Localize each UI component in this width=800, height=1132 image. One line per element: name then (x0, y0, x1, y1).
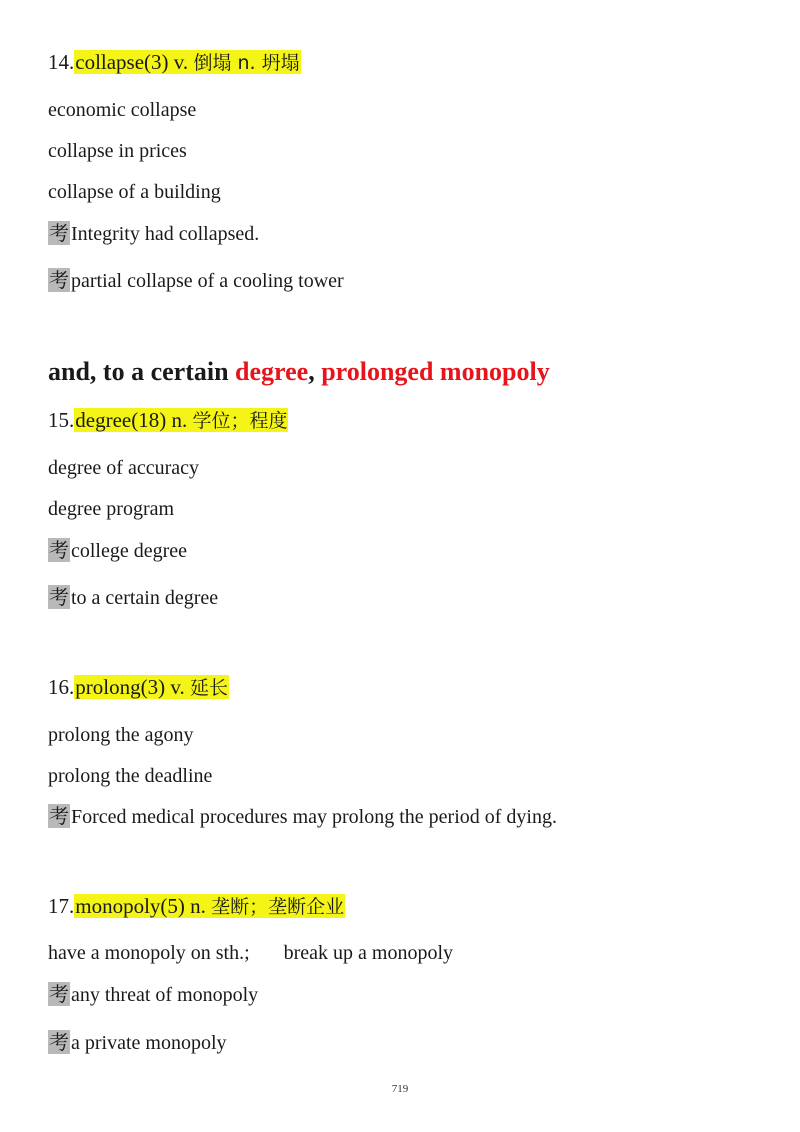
exam-text: Forced medical procedures may prolong the period of dying. (71, 806, 557, 828)
exam-example (48, 268, 344, 294)
exam-example (48, 221, 259, 247)
exam-text: a private monopoly (71, 1032, 227, 1054)
phrase: degree program (48, 498, 175, 520)
phrase: break up a monopoly (283, 942, 454, 964)
exam-text: Integrity had collapsed. (71, 223, 260, 245)
exam-text: any threat of monopoly (71, 984, 259, 1006)
exam-text: partial collapse of a cooling tower (71, 270, 344, 292)
phrase-row (48, 940, 453, 966)
entry-number: 14. (48, 50, 75, 74)
exam-text: college degree (71, 540, 188, 562)
phrase: economic collapse (48, 99, 197, 121)
page-number: 719 (391, 1083, 409, 1095)
sentence-comma: , (308, 357, 322, 386)
exam-example (48, 804, 557, 830)
phrase: degree of accuracy (48, 457, 199, 479)
phrase: collapse in prices (48, 140, 187, 162)
highlighted-headword (74, 675, 229, 699)
exam-mark-badge: 考 (49, 221, 69, 245)
exam-text: to a certain degree (71, 587, 219, 609)
headword-text: prolong(3) v. (75, 675, 190, 699)
entry-15-heading (48, 407, 288, 434)
phrase: collapse of a building (48, 181, 221, 203)
exam-mark-badge: 考 (49, 982, 69, 1006)
chinese-gloss: 学位；程度 (192, 410, 288, 432)
entry-number: 17. (48, 894, 75, 918)
headword-text: degree(18) n. (75, 408, 193, 432)
context-sentence (48, 357, 550, 387)
keyword-degree: degree (235, 357, 309, 386)
exam-example (48, 538, 187, 564)
entry-16-heading (48, 674, 229, 701)
entry-14-heading (48, 49, 301, 76)
exam-mark-badge: 考 (49, 585, 69, 609)
exam-mark-badge: 考 (49, 804, 69, 828)
chinese-gloss: 倒塌 n. 坍塌 (193, 52, 300, 74)
headword-text: collapse(3) v. (75, 50, 194, 74)
chinese-gloss: 垄断；垄断企业 (211, 896, 345, 918)
keyword-prolonged-monopoly: prolonged monopoly (321, 357, 550, 386)
phrase: prolong the deadline (48, 765, 213, 787)
exam-mark-badge: 考 (49, 538, 69, 562)
highlighted-headword (74, 408, 288, 432)
exam-example (48, 585, 218, 611)
phrase: prolong the agony (48, 724, 194, 746)
headword-text: monopoly(5) n. (75, 894, 212, 918)
sentence-text: and, to a certain (48, 357, 236, 386)
chinese-gloss: 延长 (189, 677, 228, 699)
entry-17-heading (48, 893, 345, 920)
entry-number: 16. (48, 675, 75, 699)
phrase: have a monopoly on sth.; (48, 942, 250, 964)
highlighted-headword (74, 50, 300, 74)
exam-example (48, 1030, 227, 1056)
exam-example (48, 982, 258, 1008)
exam-mark-badge: 考 (49, 268, 69, 292)
highlighted-headword (74, 894, 345, 918)
exam-mark-badge: 考 (49, 1030, 69, 1054)
entry-number: 15. (48, 408, 75, 432)
